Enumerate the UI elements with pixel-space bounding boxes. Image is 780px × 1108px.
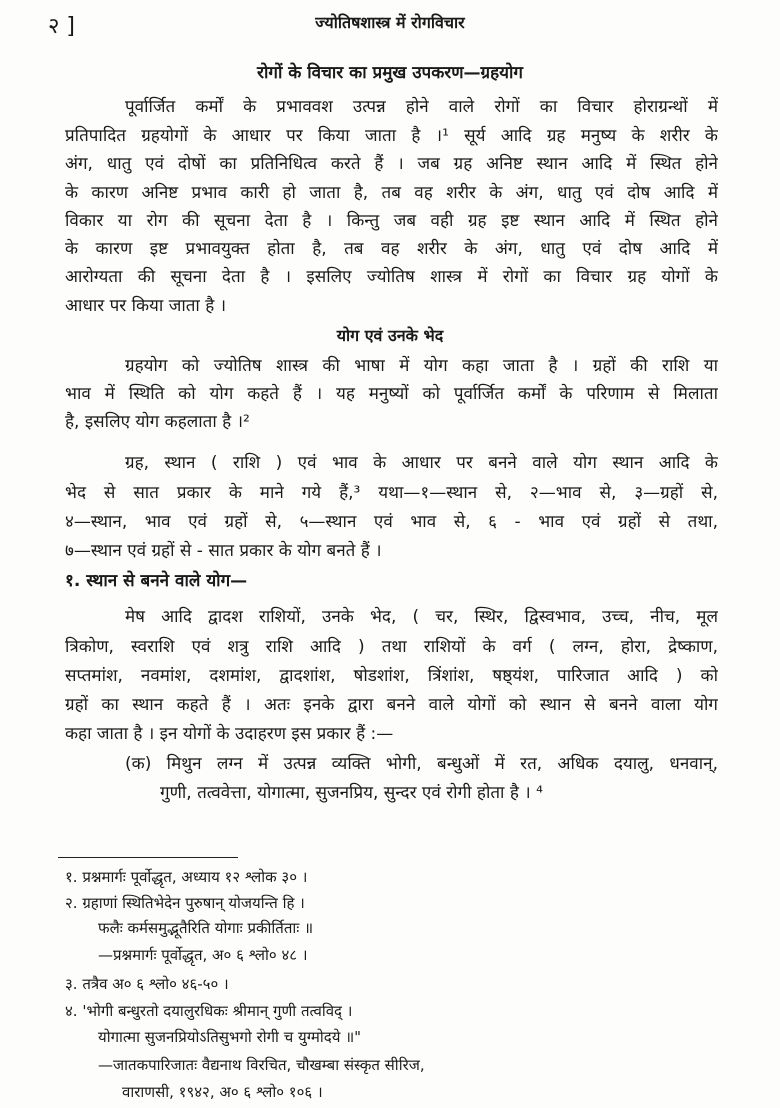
- text-line: ग्रहों का स्थान कहते हैं । अतः इनके द्वारा बनने वाले योगों को स्थान से बनने वाला योग: [65, 695, 718, 715]
- text-line: के कारण अनिष्ट प्रभाव कारी हो जाता है, तब वह शरीर के अंग, धातु एवं दोष आदि में: [65, 183, 718, 203]
- section-heading: रोगों के विचार का प्रमुख उपकरण—ग्रहयोग: [257, 63, 523, 83]
- footnote-divider: [58, 857, 238, 858]
- text-line: है, इसलिए योग कहलाता है ।²: [65, 412, 250, 432]
- text-line: विकार या रोग की सूचना देता है । किन्तु जब वही ग्रह इष्ट स्थान आदि में स्थित होने: [65, 211, 718, 231]
- page-number: २ ]: [48, 14, 76, 39]
- text-line: ७—स्थान एवं ग्रहों से - सात प्रकार के योग बनते हैं ।: [65, 541, 382, 561]
- text-line: आधार पर किया जाता है ।: [65, 296, 227, 316]
- text-line: मेष आदि द्वादश राशियों, उनके भेद, ( चर, स्थिर, द्विस्वभाव, उच्च, नीच, मूल: [125, 607, 718, 627]
- text-line: सप्तमांश, नवमांश, दशमांश, द्वादशांश, षोडशांश, त्रिंशांश, षष्ठ्यंश, पारिजात आदि ) को: [65, 666, 718, 686]
- text-line: प्रतिपादित ग्रहयोगों के आधार पर किया जाता है ।¹ सूर्य आदि ग्रह मनुष्य के शरीर के: [65, 126, 718, 146]
- footnote: —प्रश्नमार्गः पूर्वोद्धृत, अ० ६ श्लो० ४८ ।: [98, 946, 308, 964]
- text-line: भेद से सात प्रकार के माने गये हैं,³ यथा—१—स्थान से, २—भाव से, ३—ग्रहों से,: [65, 483, 718, 503]
- footnote: ४. 'भोगी बन्धुरतो दयालुरधिकः श्रीमान् गुणी तत्वविद् ।: [65, 1002, 353, 1020]
- footnote: २. ग्रहाणां स्थितिभेदेन पुरुषान् योजयन्ति हि ।: [65, 894, 305, 912]
- footnote: योगात्मा सुजनप्रियोऽतिसुभगो रोगी च युग्मोदये ॥": [98, 1028, 362, 1046]
- footnote: फलैः कर्मसमुद्भूतैरिति योगाः प्रकीर्तिताः ॥: [98, 919, 314, 937]
- text-line: ४—स्थान, भाव एवं ग्रहों से, ५—स्थान एवं भाव से, ६ - भाव एवं ग्रहों से तथा,: [65, 512, 718, 532]
- footnote: १. प्रश्नमार्गः पूर्वोद्धृत, अध्याय १२ श्लोक ३० ।: [65, 868, 308, 886]
- example-line: गुणी, तत्ववेत्ता, योगात्मा, सुजनप्रिय, सुन्दर एवं रोगी होता है । ⁴: [160, 783, 543, 803]
- example-line: (क) मिथुन लग्न में उत्पन्न व्यक्ति भोगी, बन्धुओं में रत, अधिक दयालु, धनवान्,: [125, 754, 718, 774]
- footnote: ३. तत्रैव अ० ६ श्लो० ४६-५० ।: [65, 975, 229, 993]
- text-line: अंग, धातु एवं दोषों का प्रतिनिधित्व करते हैं । जब ग्रह अनिष्ट स्थान आदि में स्थित होने: [65, 154, 718, 174]
- text-line: कहा जाता है । इन योगों के उदाहरण इस प्रकार हैं :—: [65, 724, 394, 744]
- text-line: के कारण इष्ट प्रभावयुक्त होता है, तब वह शरीर के अंग, धातु एवं दोष आदि में: [65, 239, 718, 259]
- text-line: आरोग्यता की सूचना देता है । इसलिए ज्योतिष शास्त्र में रोगों का विचार ग्रह योगों के: [65, 267, 718, 287]
- running-title: ज्योतिषशास्त्र में रोगविचार: [315, 13, 465, 32]
- section-heading: योग एवं उनके भेद: [336, 326, 444, 345]
- footnote: —जातकपारिजातः वैद्यनाथ विरचित, चौखम्बा संस्कृत सीरिज,: [98, 1056, 425, 1074]
- text-line: ग्रह, स्थान ( राशि ) एवं भाव के आधार पर बनने वाले योग स्थान आदि के: [125, 453, 718, 473]
- subsection-heading: १. स्थान से बनने वाले योग—: [65, 571, 248, 591]
- footnote: वाराणसी, १९४२, अ० ६ श्लो० १०६ ।: [122, 1083, 323, 1101]
- text-line: पूर्वार्जित कर्मों के प्रभाववश उत्पन्न होने वाले रोगों का विचार होराग्रन्थों में: [125, 97, 718, 117]
- text-line: भाव में स्थिति को योग कहते हैं । यह मनुष्यों को पूर्वार्जित कर्मों के परिणाम से मिलाता: [65, 384, 718, 404]
- text-line: त्रिकोण, स्वराशि एवं शत्रु राशि आदि ) तथा राशियों के वर्ग ( लग्न, होरा, द्रेष्काण,: [65, 637, 718, 657]
- text-line: ग्रहयोग को ज्योतिष शास्त्र की भाषा में योग कहा जाता है । ग्रहों की राशि या: [125, 356, 718, 376]
